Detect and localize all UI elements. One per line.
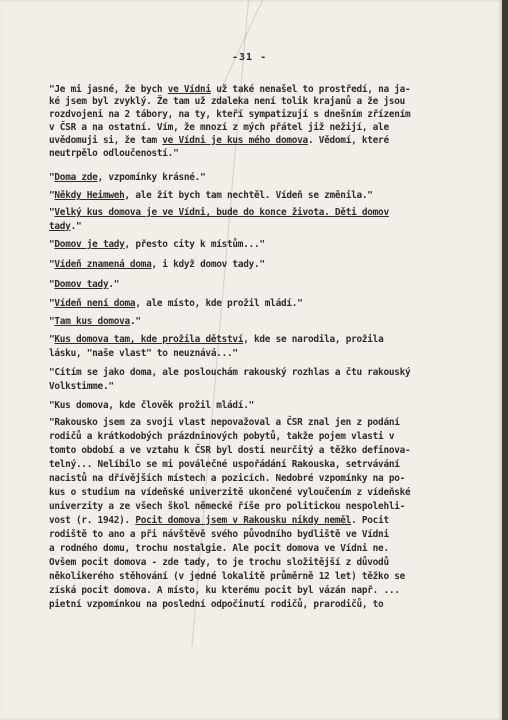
text-segment: telný... Nelíbilo se mi poválečné uspořádání Rakouska, setrvávání (49, 459, 400, 470)
text-segment: , ale místo, kde prožil mládí." (135, 298, 303, 309)
text-segment: Volkstimme." (49, 381, 114, 392)
text-line (49, 259, 449, 271)
underlined-text: Kus domova tam, kde prožila dětství (54, 334, 244, 345)
text-line (49, 109, 449, 121)
text-segment: rozdvojeni na 2 tábory, na ty, kteří sympatizují s dnešním zřízením (49, 109, 411, 120)
text-segment: "Kus domova, kde člověk prožil mládí." (49, 400, 254, 411)
text-segment: " (49, 172, 55, 183)
text-segment: "Je mi jasné, že bych (49, 84, 168, 95)
text-line (49, 298, 449, 310)
text-segment: lásku, "naše vlast" to neuznává..." (49, 348, 238, 359)
text-line (49, 172, 449, 184)
underlined-text: Tam kus domova (54, 316, 130, 327)
text-line (49, 585, 449, 597)
text-segment: " (49, 207, 55, 218)
text-line (49, 571, 449, 583)
text-segment: " (49, 239, 55, 250)
text-line (49, 316, 449, 328)
text-segment: neutrpělo odloučeností." (49, 148, 179, 159)
underlined-text: Pocit domova jsem v Rakousku nikdy neměl (135, 515, 352, 526)
text-line (49, 334, 449, 346)
text-segment: ké jsem byl zvyklý. Že tam už zdaleka není tolik krajanů a že jsou (49, 96, 406, 107)
text-segment: rodičů a krátkodobých prázdninových pobytů, takže pojem vlasti v (49, 431, 395, 442)
text-line (49, 599, 449, 611)
text-segment: pietní vzpomínkou na poslední odpočinutí rodičů, prarodičů, to (49, 599, 384, 610)
text-segment: ." (129, 316, 141, 327)
text-line (49, 501, 449, 513)
underlined-text: tady (49, 221, 71, 232)
text-line (49, 190, 449, 202)
text-segment: "Cítím se jako doma, ale poslouchám rakouský rozhlas a čtu rakouský (49, 367, 411, 378)
underlined-text: Vídeň není doma (54, 298, 136, 309)
text-line (49, 459, 449, 471)
underlined-text: Velký kus domova je ve Vídni, bude do konce života. Děti domov (54, 207, 389, 218)
text-segment: " (49, 298, 55, 309)
text-segment: "Rakousko jsem za svoji vlast nepovažoval a ČSR znal jen z podání (49, 417, 400, 428)
underlined-text: Doma zde (54, 172, 98, 183)
text-segment: rodiště to ano a při návštěvě svého původního bydliště ve Vídni (49, 529, 389, 540)
text-line (49, 557, 449, 569)
text-segment: " (49, 279, 55, 290)
text-segment: tomto období a ve vztahu k ČSR byl dosti neurčitý a těžko definova- (49, 445, 411, 456)
text-line (49, 207, 449, 219)
underlined-text: ve Vídni (167, 84, 211, 95)
text-line (49, 122, 449, 134)
text-segment: a rodného domu, trochu nostalgie. Ale pocit domova ve Vídni ne. (49, 543, 389, 554)
text-segment: Ovšem pocit domova - zde tady, to je trochu složitější z důvodů (49, 557, 389, 568)
text-line (49, 431, 449, 443)
text-segment: ." (70, 221, 82, 232)
text-segment: získá pocit domova. A místo, ku kterému pocit byl vázán např. ... (49, 585, 400, 596)
underlined-text: ve Vídni je kus mého domova (162, 135, 308, 146)
text-segment: už také nenašel to prostředí, na ja- (210, 84, 411, 95)
text-segment: ." (108, 279, 120, 290)
text-segment: vost (r. 1942). (49, 515, 136, 526)
text-line (49, 148, 449, 160)
text-line (49, 473, 449, 485)
text-segment: , vzpomínky krásné." (97, 172, 206, 183)
page-number: -31 - (232, 52, 268, 63)
text-line (49, 529, 449, 541)
underlined-text: Vídeň znamená doma (54, 259, 152, 270)
text-line (49, 381, 449, 393)
text-segment: kus o studium na vídeňské univerzitě ukončené vyloučením z vídeňské (49, 487, 411, 498)
text-line (49, 84, 449, 96)
text-line (49, 96, 449, 108)
text-line (49, 239, 449, 251)
text-segment: v ČSR a na ostatní. Vím, že mnozí z mých přátel již nežijí, ale (49, 122, 389, 133)
text-segment: , přesto city k místům..." (124, 239, 265, 250)
text-line (49, 445, 449, 457)
text-line (49, 135, 449, 147)
text-segment: " (49, 316, 55, 327)
text-line (49, 348, 449, 360)
text-line (49, 515, 449, 527)
text-segment: , ale žít bych tam nechtěl. Vídeň se změnila." (124, 190, 373, 201)
text-segment: univerzity a ze všech škol německé říše pro politickou nespolehli- (49, 501, 406, 512)
text-segment: několikerého stěhování (v jedné lokalitě průměrně 12 let) těžko se (49, 571, 406, 582)
underlined-text: Domov tady (54, 279, 109, 290)
text-line (49, 367, 449, 379)
text-segment: uvědomuji si, že tam (49, 135, 163, 146)
text-segment: , kde se narodila, prožila (243, 334, 384, 345)
text-segment: , i když domov tady." (151, 259, 265, 270)
underlined-text: Domov je tady (54, 239, 125, 250)
text-line (49, 279, 449, 291)
text-segment: " (49, 334, 55, 345)
text-segment: . Pocit (351, 515, 389, 526)
text-line (49, 221, 449, 233)
text-line (49, 543, 449, 555)
text-line (49, 417, 449, 429)
text-segment: nacistů na dřívějších místech a pozicích. Nedobré vzpomínky na po- (49, 473, 406, 484)
text-segment: " (49, 259, 55, 270)
text-segment: . Vědomí, které (307, 135, 389, 146)
text-line (49, 487, 449, 499)
underlined-text: Někdy Heimweh (54, 190, 125, 201)
text-line (49, 400, 449, 412)
text-segment: " (49, 190, 55, 201)
